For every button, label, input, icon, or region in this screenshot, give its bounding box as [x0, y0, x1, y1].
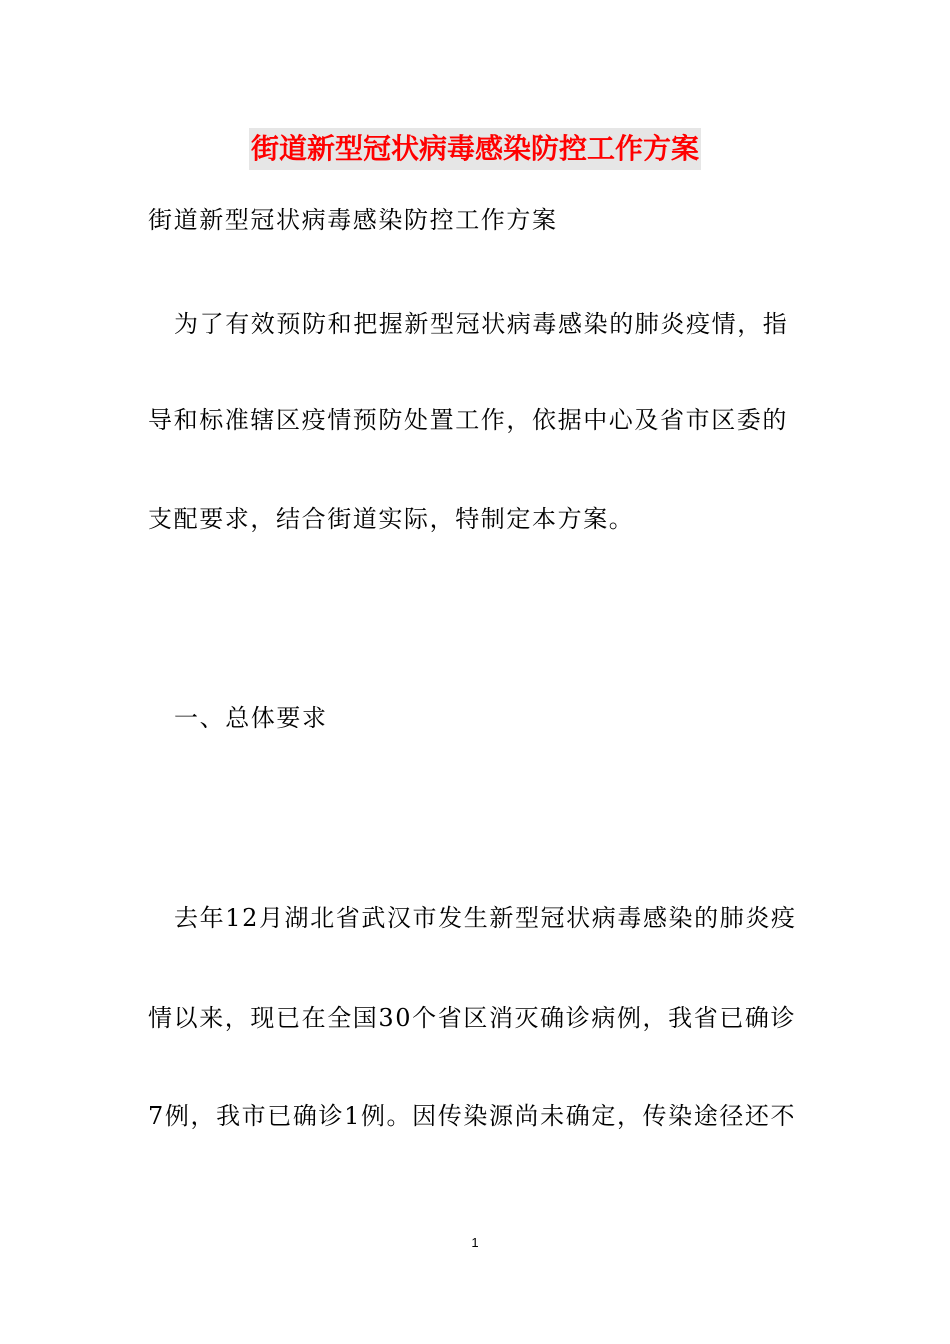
- page-number: 1: [471, 1235, 479, 1250]
- paragraph-1-line-3: 支配要求，结合街道实际，特制定本方案。: [148, 505, 635, 533]
- document-title-text: 街道新型冠状病毒感染防控工作方案: [249, 128, 701, 170]
- document-subtitle: 街道新型冠状病毒感染防控工作方案: [148, 206, 558, 234]
- section-1-heading: 一、总体要求: [174, 704, 328, 732]
- document-title: [0, 128, 950, 170]
- paragraph-2-line-1: 去年12月湖北省武汉市发生新型冠状病毒感染的肺炎疫: [174, 904, 797, 932]
- paragraph-1-line-1: 为了有效预防和把握新型冠状病毒感染的肺炎疫情，指: [174, 310, 789, 338]
- paragraph-1-line-2: 导和标准辖区疫情预防处置工作，依据中心及省市区委的: [148, 406, 788, 434]
- paragraph-2-line-3: 7例，我市已确诊1例。因传染源尚未确定，传染途径还不: [148, 1102, 797, 1130]
- paragraph-2-line-2: 情以来，现已在全国30个省区消灭确诊病例，我省已确诊: [148, 1004, 797, 1032]
